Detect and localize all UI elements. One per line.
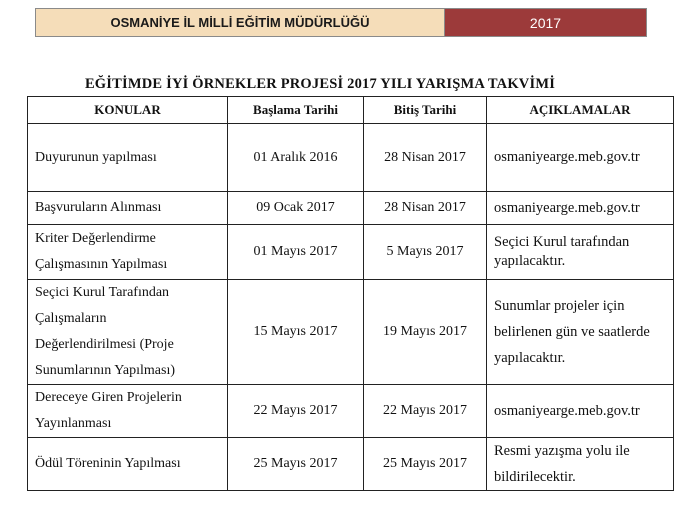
table-row: [28, 280, 674, 385]
row-start-date: 15 Mayıs 2017: [228, 280, 364, 385]
table-row: [28, 192, 674, 225]
topic-line: Ödül Töreninin Yapılması: [35, 456, 181, 471]
row-start-date: 09 Ocak 2017: [228, 192, 364, 225]
topic-line: Çalışmaların: [35, 311, 107, 326]
header-end-date: Bitiş Tarihi: [364, 97, 487, 124]
table-row: [28, 438, 674, 491]
schedule-table: [27, 96, 674, 491]
note-line: yapılacaktır.: [494, 253, 566, 269]
note-line: osmaniyearge.meb.gov.tr: [494, 199, 640, 216]
row-note: [487, 438, 674, 491]
topic-line: Kriter Değerlendirme: [35, 231, 156, 246]
topic-line: Seçici Kurul Tarafından: [35, 285, 170, 300]
row-end-date: 22 Mayıs 2017: [364, 385, 487, 438]
row-end-date: 19 Mayıs 2017: [364, 280, 487, 385]
header-start-date: Başlama Tarihi: [228, 97, 364, 124]
banner-year: 2017: [445, 9, 646, 36]
row-start-date: 25 Mayıs 2017: [228, 438, 364, 491]
row-end-date: 25 Mayıs 2017: [364, 438, 487, 491]
note-line: Sunumlar projeler için: [494, 298, 625, 314]
note-line: Resmi yazışma yolu ile: [494, 443, 630, 459]
topic-line: Yayınlanması: [35, 416, 112, 431]
row-note: [487, 192, 674, 225]
row-note: [487, 385, 674, 438]
topic-line: Çalışmasının Yapılması: [35, 257, 168, 272]
note-line: osmaniyearge.meb.gov.tr: [494, 402, 640, 419]
row-topic: [28, 225, 228, 280]
row-end-date: 28 Nisan 2017: [364, 124, 487, 192]
row-end-date: 28 Nisan 2017: [364, 192, 487, 225]
header-banner: [35, 8, 647, 37]
note-line: yapılacaktır.: [494, 350, 566, 366]
row-topic: [28, 192, 228, 225]
row-start-date: 22 Mayıs 2017: [228, 385, 364, 438]
topic-line: Dereceye Giren Projelerin: [35, 390, 182, 405]
header-topics: KONULAR: [28, 97, 228, 124]
row-topic: [28, 124, 228, 192]
row-topic: [28, 438, 228, 491]
row-note: [487, 225, 674, 280]
document-title: EĞİTİMDE İYİ ÖRNEKLER PROJESİ 2017 YILI YARIŞMA TAKVİMİ: [84, 76, 556, 92]
topic-line: Değerlendirilmesi (Proje: [35, 337, 174, 352]
row-end-date: 5 Mayıs 2017: [364, 225, 487, 280]
note-line: bildirilecektir.: [494, 469, 576, 485]
table-row: [28, 225, 674, 280]
topic-line: Duyurunun yapılması: [35, 149, 157, 165]
note-line: osmaniyearge.meb.gov.tr: [494, 149, 640, 165]
header-notes: AÇIKLAMALAR: [487, 97, 674, 124]
note-line: Seçici Kurul tarafından: [494, 234, 630, 250]
topic-line: Başvuruların Alınması: [35, 200, 162, 215]
row-topic: [28, 385, 228, 438]
table-row: [28, 124, 674, 192]
table-row: [28, 385, 674, 438]
topic-line: Sunumlarının Yapılması): [35, 363, 176, 378]
row-note: [487, 124, 674, 192]
note-line: belirlenen gün ve saatlerde: [494, 324, 650, 340]
banner-title: OSMANİYE İL MİLLİ EĞİTİM MÜDÜRLÜĞÜ: [36, 9, 445, 36]
row-note: [487, 280, 674, 385]
row-topic: [28, 280, 228, 385]
row-start-date: 01 Aralık 2016: [228, 124, 364, 192]
row-start-date: 01 Mayıs 2017: [228, 225, 364, 280]
table-header-row: [28, 97, 674, 124]
